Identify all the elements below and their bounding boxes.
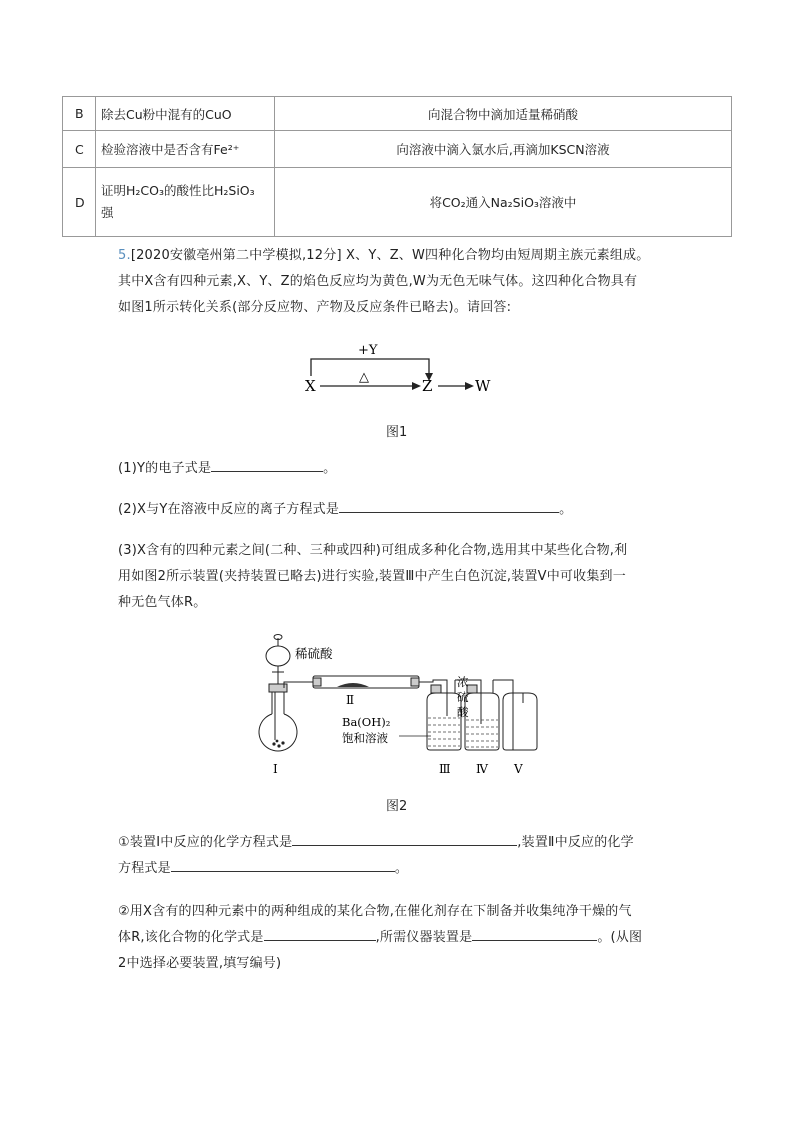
subpart-1-text: ①装置Ⅰ中反应的化学方程式是 bbox=[118, 835, 293, 850]
gas-collection-bottle bbox=[503, 693, 537, 750]
table-row bbox=[63, 131, 732, 168]
subpart-1-text: 方程式是 bbox=[118, 861, 171, 876]
subpart-2 bbox=[118, 899, 688, 977]
label-dilute-acid: 稀硫酸 bbox=[295, 646, 333, 661]
options-table bbox=[62, 96, 732, 237]
liquid-iv bbox=[466, 720, 498, 747]
arrow-head bbox=[465, 382, 474, 390]
label-iii: Ⅲ bbox=[439, 762, 451, 776]
subpart-2-text: 。(从图 bbox=[597, 930, 643, 945]
label-heat: △ bbox=[359, 370, 369, 385]
label-i: Ⅰ bbox=[273, 762, 278, 776]
intro-line: [2020安徽亳州第二中学模拟,12分] X、Y、Z、W四种化合物均由短周期主族元素组成。 bbox=[130, 248, 650, 263]
part-2 bbox=[118, 497, 688, 523]
option-operation-line: 证明H₂CO₃的酸性比H₂SiO₃ bbox=[101, 183, 255, 198]
label-v: Ⅴ bbox=[514, 762, 523, 776]
figure1-diagram bbox=[300, 340, 500, 400]
figure2-apparatus bbox=[255, 630, 555, 780]
answer-blank[interactable] bbox=[171, 857, 395, 872]
option-operation: 除去Cu粉中混有的CuO bbox=[96, 97, 275, 131]
option-action: 向溶液中滴入氯水后,再滴加KSCN溶液 bbox=[275, 131, 732, 168]
table-row bbox=[63, 97, 732, 131]
part-3-line: (3)X含有的四种元素之间(二种、三种或四种)可组成多种化合物,选用其中某些化合物,利 bbox=[118, 543, 628, 558]
question-intro bbox=[118, 243, 688, 321]
table-row bbox=[63, 168, 732, 237]
subpart-2-line: ②用X含有的四种元素中的两种组成的某化合物,在催化剂存在下制备并收集纯净干燥的气 bbox=[118, 904, 632, 919]
option-label: C bbox=[63, 131, 96, 168]
figure1-caption: 图1 bbox=[386, 425, 408, 440]
label-w: W bbox=[475, 377, 491, 395]
wash-bottle-iv bbox=[465, 680, 499, 750]
label-conc-acid: 硫 bbox=[457, 690, 469, 704]
option-action: 向混合物中滴加适量稀硝酸 bbox=[275, 97, 732, 131]
answer-blank[interactable] bbox=[292, 831, 517, 846]
part-1 bbox=[118, 456, 688, 482]
arrow-head bbox=[412, 382, 421, 390]
arrow-loop bbox=[311, 359, 429, 376]
subpart-1-end: 。 bbox=[394, 861, 409, 876]
answer-blank[interactable] bbox=[472, 926, 597, 941]
option-operation-line: 强 bbox=[101, 205, 114, 220]
delivery-tube bbox=[284, 682, 313, 688]
option-operation bbox=[96, 168, 275, 237]
intro-line: 其中X含有四种元素,X、Y、Z的焰色反应均为黄色,W为无色无味气体。这四种化合物具有 bbox=[118, 274, 638, 289]
answer-blank[interactable] bbox=[211, 457, 323, 472]
label-z: Z bbox=[422, 377, 433, 395]
label-conc-acid: 浓 bbox=[457, 675, 469, 689]
option-operation: 检验溶液中是否含有Fe²⁺ bbox=[96, 131, 275, 168]
subpart-2-text: ,所需仪器装置是 bbox=[375, 930, 473, 945]
option-label: B bbox=[63, 97, 96, 131]
label-baoh2: Ba(OH)₂ bbox=[342, 715, 391, 729]
part-2-end: 。 bbox=[559, 502, 573, 517]
figure2-caption: 图2 bbox=[386, 799, 408, 814]
part-2-text: (2)X与Y在溶液中反应的离子方程式是 bbox=[118, 502, 340, 517]
part-1-text: (1)Y的电子式是 bbox=[118, 461, 212, 476]
part-3 bbox=[118, 538, 688, 616]
label-x: X bbox=[305, 377, 316, 395]
label-ii: Ⅱ bbox=[346, 693, 355, 707]
option-action: 将CO₂通入Na₂SiO₃溶液中 bbox=[275, 168, 732, 237]
answer-blank[interactable] bbox=[339, 498, 559, 513]
solid-particles bbox=[272, 740, 284, 748]
intro-line: 如图1所示转化关系(部分反应物、产物及反应条件已略去)。请回答: bbox=[118, 300, 512, 315]
subpart-2-text: 体R,该化合物的化学式是 bbox=[118, 930, 264, 945]
option-label: D bbox=[63, 168, 96, 237]
answer-blank[interactable] bbox=[264, 926, 376, 941]
subpart-1 bbox=[118, 830, 688, 882]
solid-sample bbox=[337, 683, 369, 687]
label-saturated-solution: 饱和溶液 bbox=[342, 731, 388, 745]
label-plus-y: +Y bbox=[358, 343, 378, 358]
part-3-line: 种无色气体R。 bbox=[118, 595, 207, 610]
label-conc-acid: 酸 bbox=[457, 705, 469, 719]
subpart-2-line: 2中选择必要装置,填写编号) bbox=[118, 956, 282, 971]
separatory-funnel bbox=[266, 635, 290, 685]
label-iv: Ⅳ bbox=[476, 762, 488, 776]
question-number: 5. bbox=[118, 248, 131, 263]
subpart-1-text: ,装置Ⅱ中反应的化学 bbox=[517, 835, 634, 850]
part-1-end: 。 bbox=[323, 461, 337, 476]
part-3-line: 用如图2所示装置(夹持装置已略去)进行实验,装置Ⅲ中产生白色沉淀,装置Ⅴ中可收集到一 bbox=[118, 569, 626, 584]
